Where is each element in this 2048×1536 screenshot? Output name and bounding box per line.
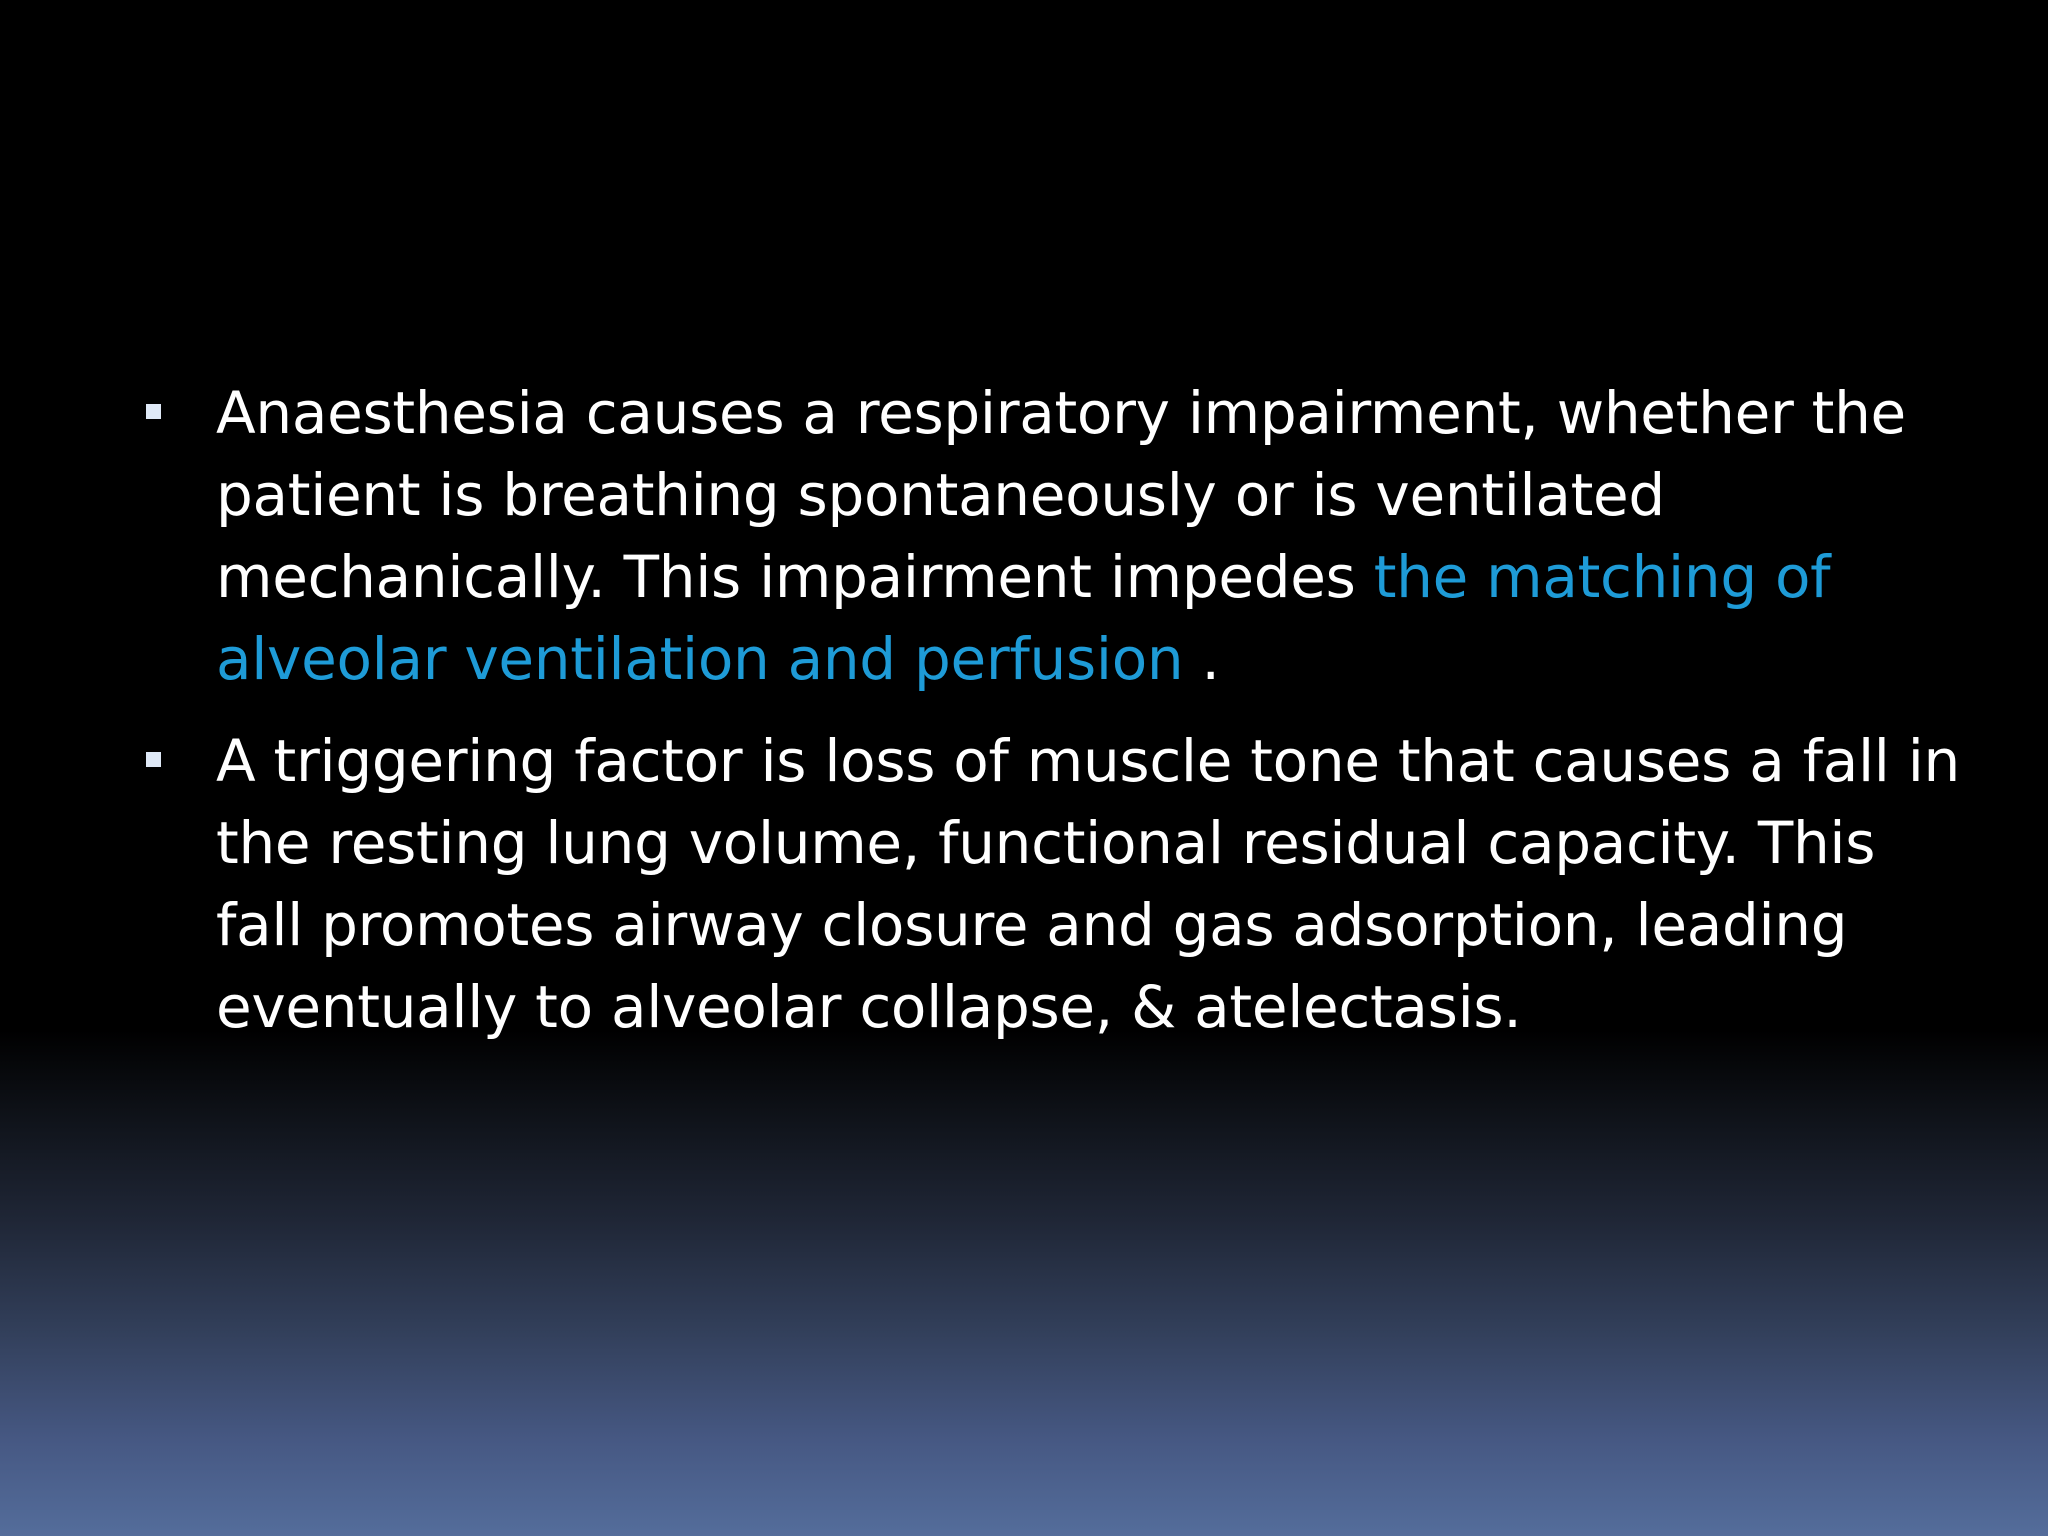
bullet-list <box>142 372 1962 1068</box>
square-bullet-icon <box>146 404 161 419</box>
bullet-1-text: Anaesthesia causes a respiratory impairment, whether the patient is breathing spontaneously or is ventilated mechanically. This impairment impedes <box>216 379 1906 611</box>
bullet-item-1 <box>142 372 1962 700</box>
bullet-item-2 <box>142 720 1962 1048</box>
square-bullet-icon <box>146 752 161 767</box>
bullet-1-text-end: . <box>1183 625 1220 693</box>
bullet-1-highlight: the matching of alveolar ventilation and perfusion <box>216 543 1831 693</box>
bullet-2-text: A triggering factor is loss of muscle tone that causes a fall in the resting lung volume, functional residual capacity. This fall promotes airway closure and gas adsorption, leading eventually to alveolar collapse, & atelectasis. <box>216 727 1960 1041</box>
